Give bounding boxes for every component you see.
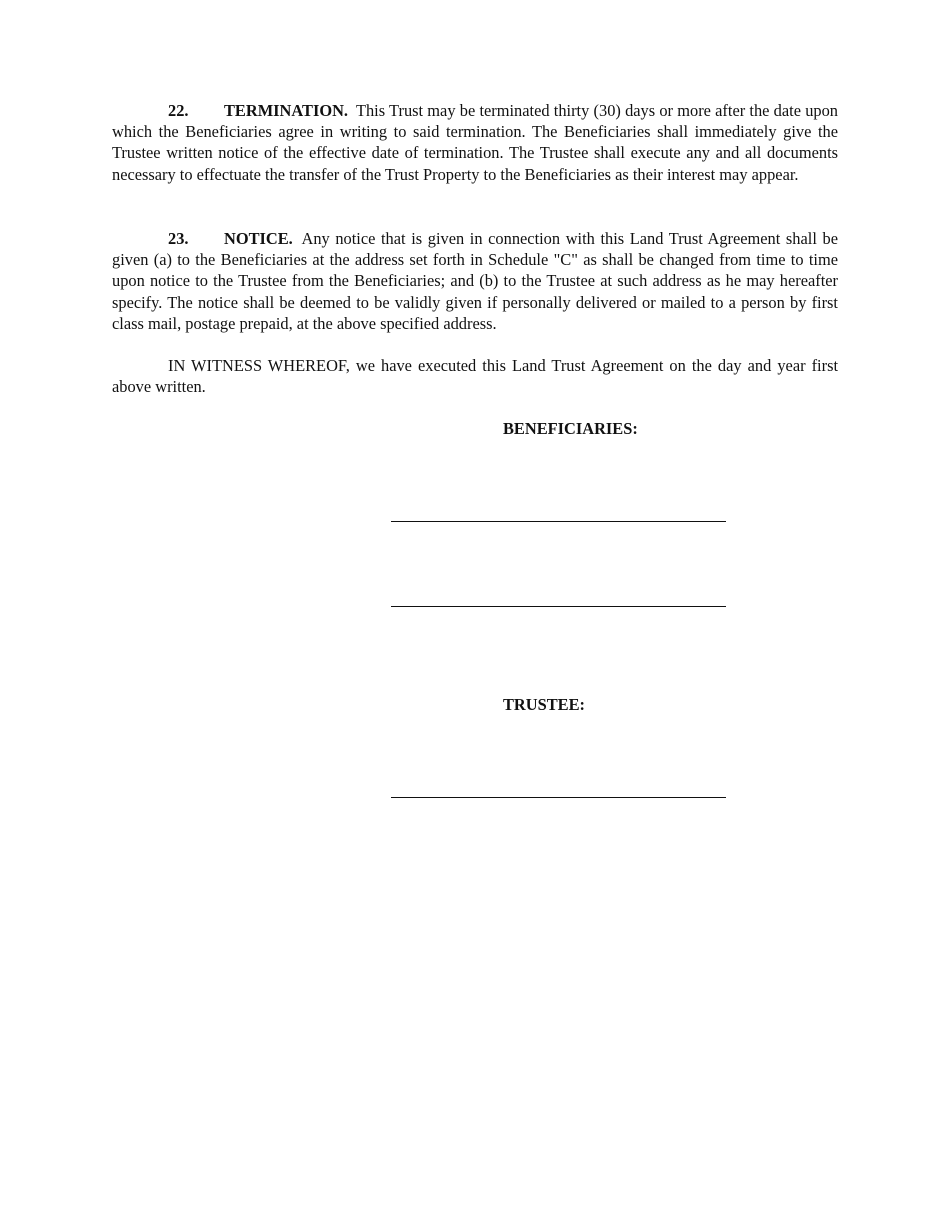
section-heading: NOTICE. [224,229,293,248]
beneficiaries-label: BENEFICIARIES: [503,419,638,438]
trustee-signature-line[interactable] [391,797,726,798]
section-body: This Trust may be terminated thirty (30) days or more after the date upon which the Beneficiaries agree in writing to said termination. The Beneficiaries shall immediately give the Trustee written notice of the effective date of termination. The Trustee shall execute any and all documents necessary to effectuate the transfer of the Trust Property to the Beneficiaries as their interest may appear. [112,101,838,184]
section-23-notice [112,228,838,334]
section-22-termination [112,100,838,185]
witness-clause: IN WITNESS WHEREOF, we have executed this Land Trust Agreement on the day and year first above written. [112,356,838,397]
trustee-label: TRUSTEE: [503,695,585,714]
beneficiary-signature-line-1[interactable] [391,521,726,522]
beneficiary-signature-line-2[interactable] [391,606,726,607]
section-heading: TERMINATION. [224,101,349,120]
section-body: Any notice that is given in connection with this Land Trust Agreement shall be given (a) to the Beneficiaries at the address set forth in Schedule "C" as shall be changed from time to time upon notice to the Trustee from the Beneficiaries; and (b) to the Trustee at such address as he may hereafter specify. The notice shall be deemed to be validly given if personally delivered or mailed to a person by first class mail, postage prepaid, at the above specified address. [112,229,838,333]
section-number: 23. [168,229,189,248]
section-number: 22. [168,101,189,120]
